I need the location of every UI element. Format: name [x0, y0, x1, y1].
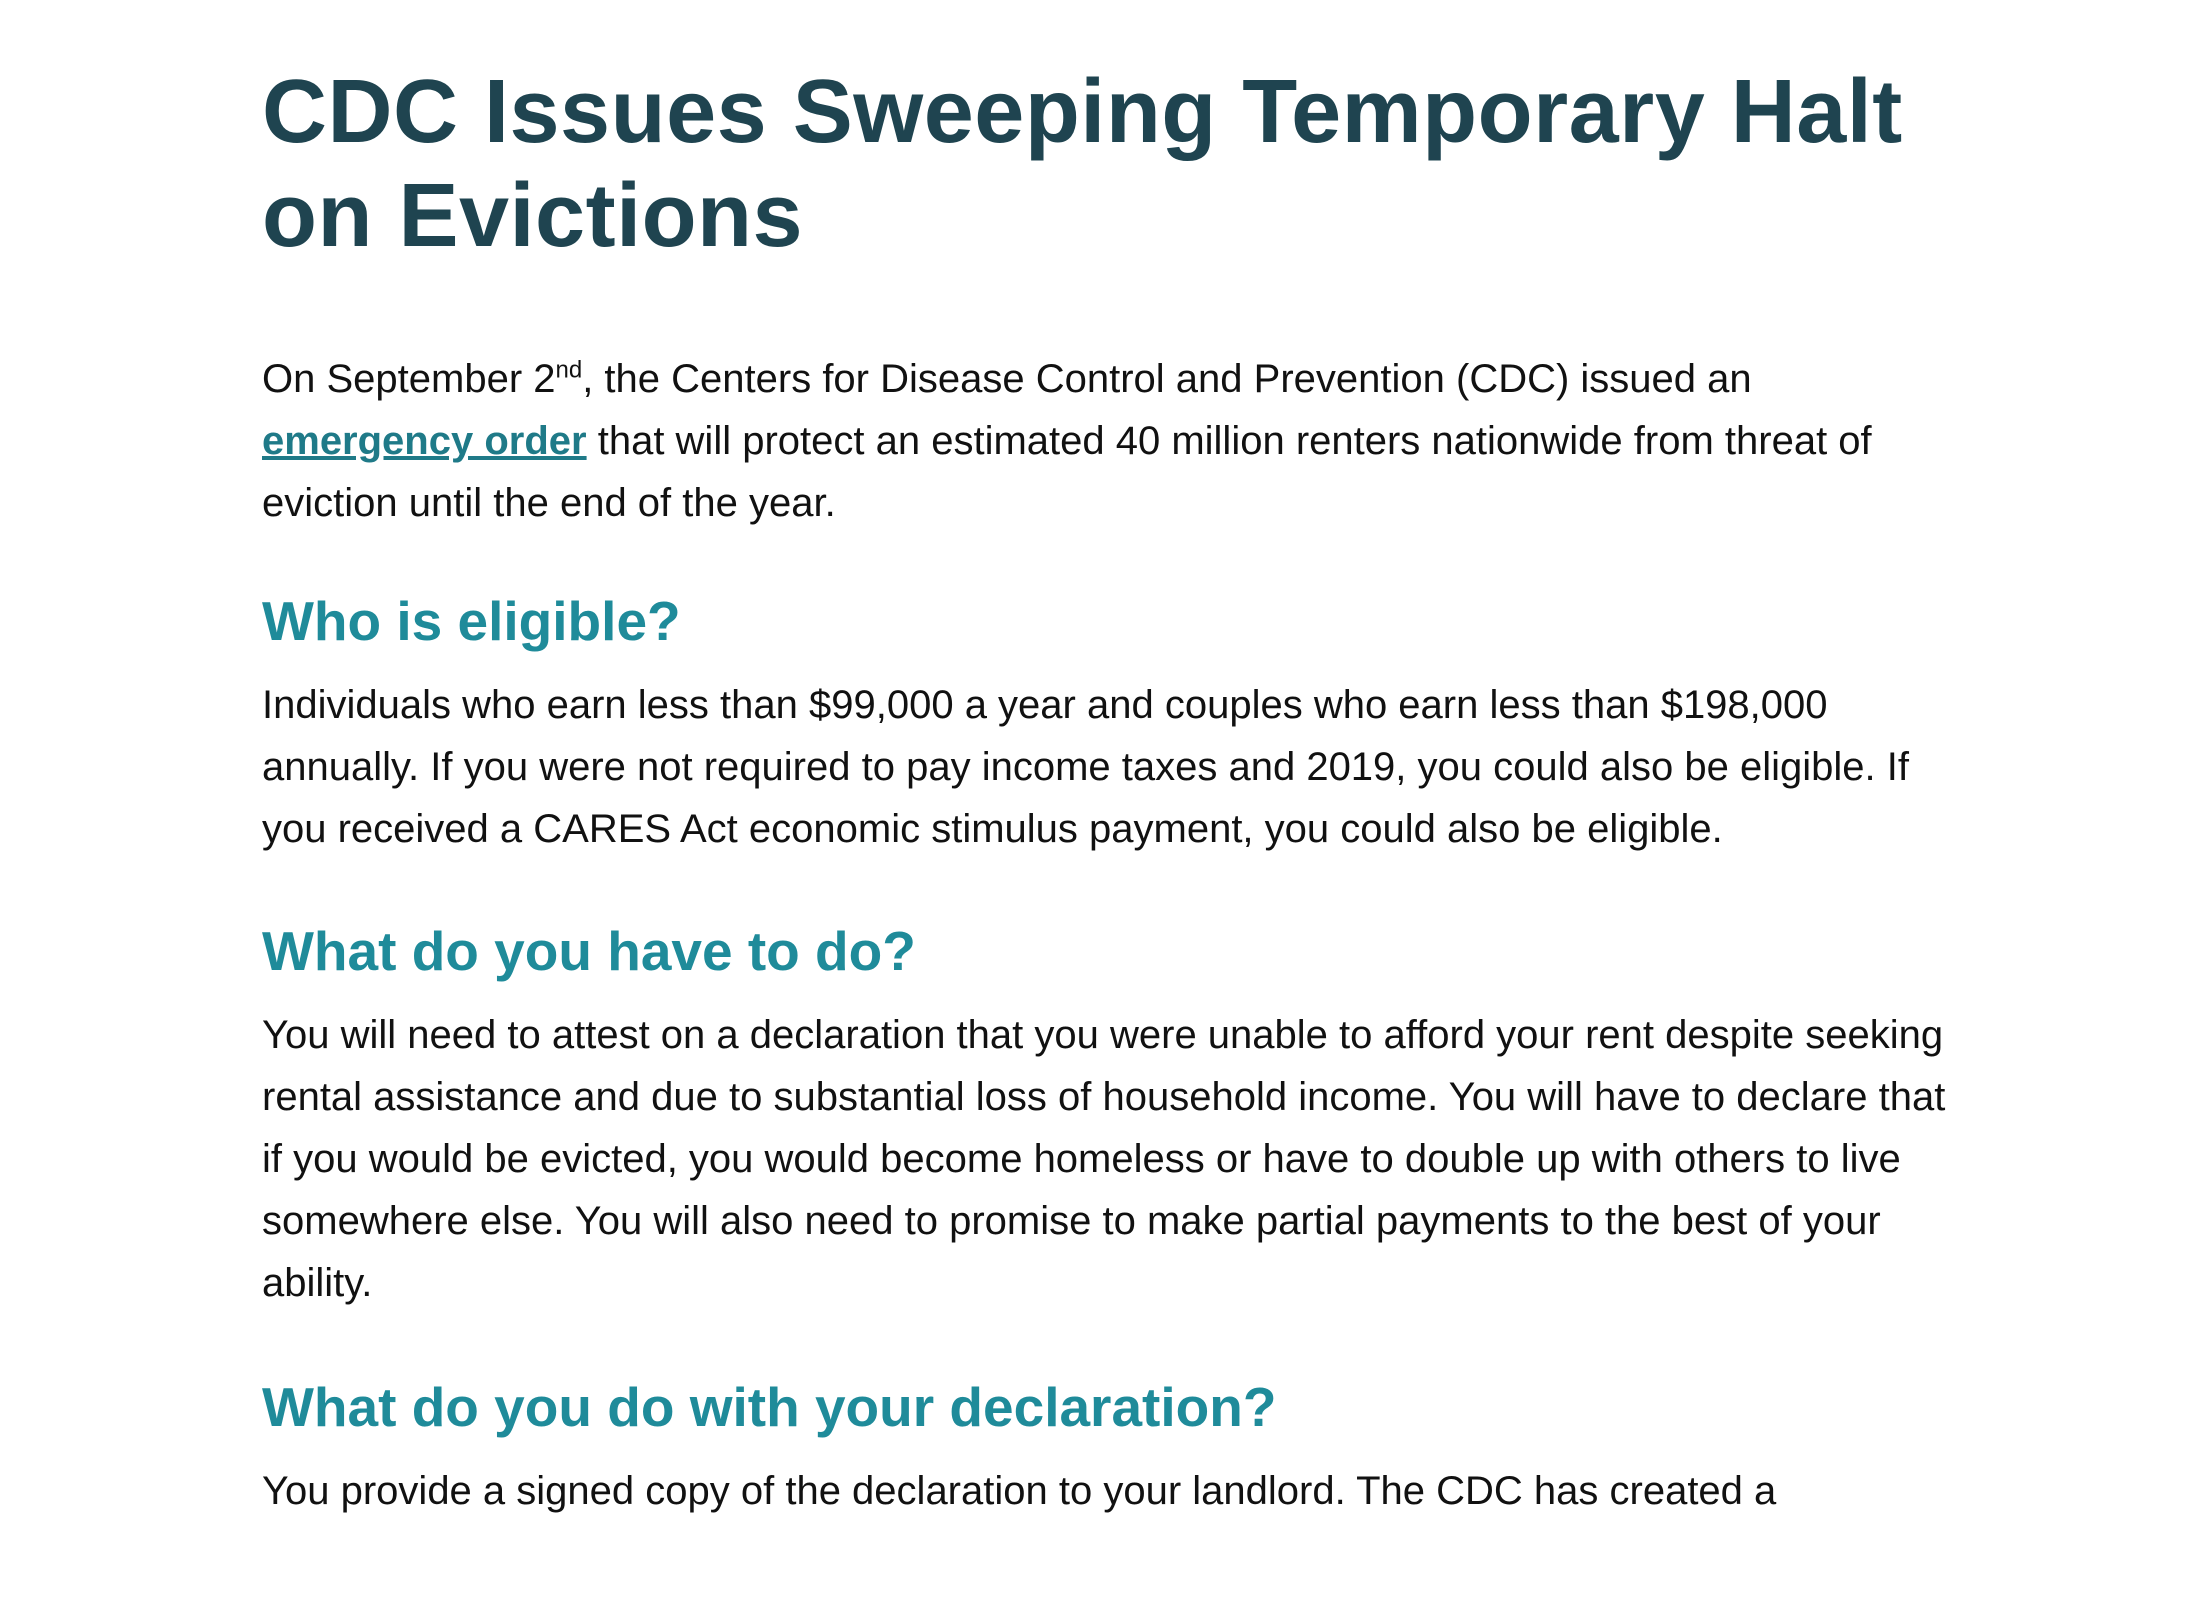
article-title: CDC Issues Sweeping Temporary Halt on Evictions: [262, 62, 1903, 266]
intro-ordinal-suffix: nd: [555, 356, 583, 384]
section-text-eligibility: Individuals who earn less than $99,000 a year and couples who earn less than $198,000 annually. If you were not required to pay income taxes and 2019, you could also be eligible. If you received a CARES Act economic stimulus payment, you could also be eligible.: [262, 683, 1909, 851]
section-text-requirements: You will need to attest on a declaration that you were unable to afford your rent despite seeking rental assistance and due to substantial loss of household income. You will have to declare that if you would be evicted, you would become homeless or have to double up with others to live somewhere else. You will also need to promise to make partial payments to the best of your ability.: [262, 1013, 1946, 1305]
intro-paragraph: [262, 348, 1962, 534]
section-heading-eligibility: Who is eligible?: [262, 590, 681, 652]
emergency-order-link[interactable]: emergency order: [262, 419, 587, 463]
intro-text-end: that will protect an estimated 40 million renters nationwide from threat of eviction until the end of the year.: [262, 419, 1872, 525]
section-text-declaration: You provide a signed copy of the declaration to your landlord. The CDC has created a: [262, 1469, 1777, 1513]
article: [262, 60, 1962, 1522]
section-heading-declaration: What do you do with your declaration?: [262, 1376, 1277, 1438]
section-heading-requirements: What do you have to do?: [262, 920, 916, 982]
intro-text-middle: , the Centers for Disease Control and Prevention (CDC) issued an: [582, 357, 1752, 401]
intro-text-start: On September 2: [262, 357, 556, 401]
